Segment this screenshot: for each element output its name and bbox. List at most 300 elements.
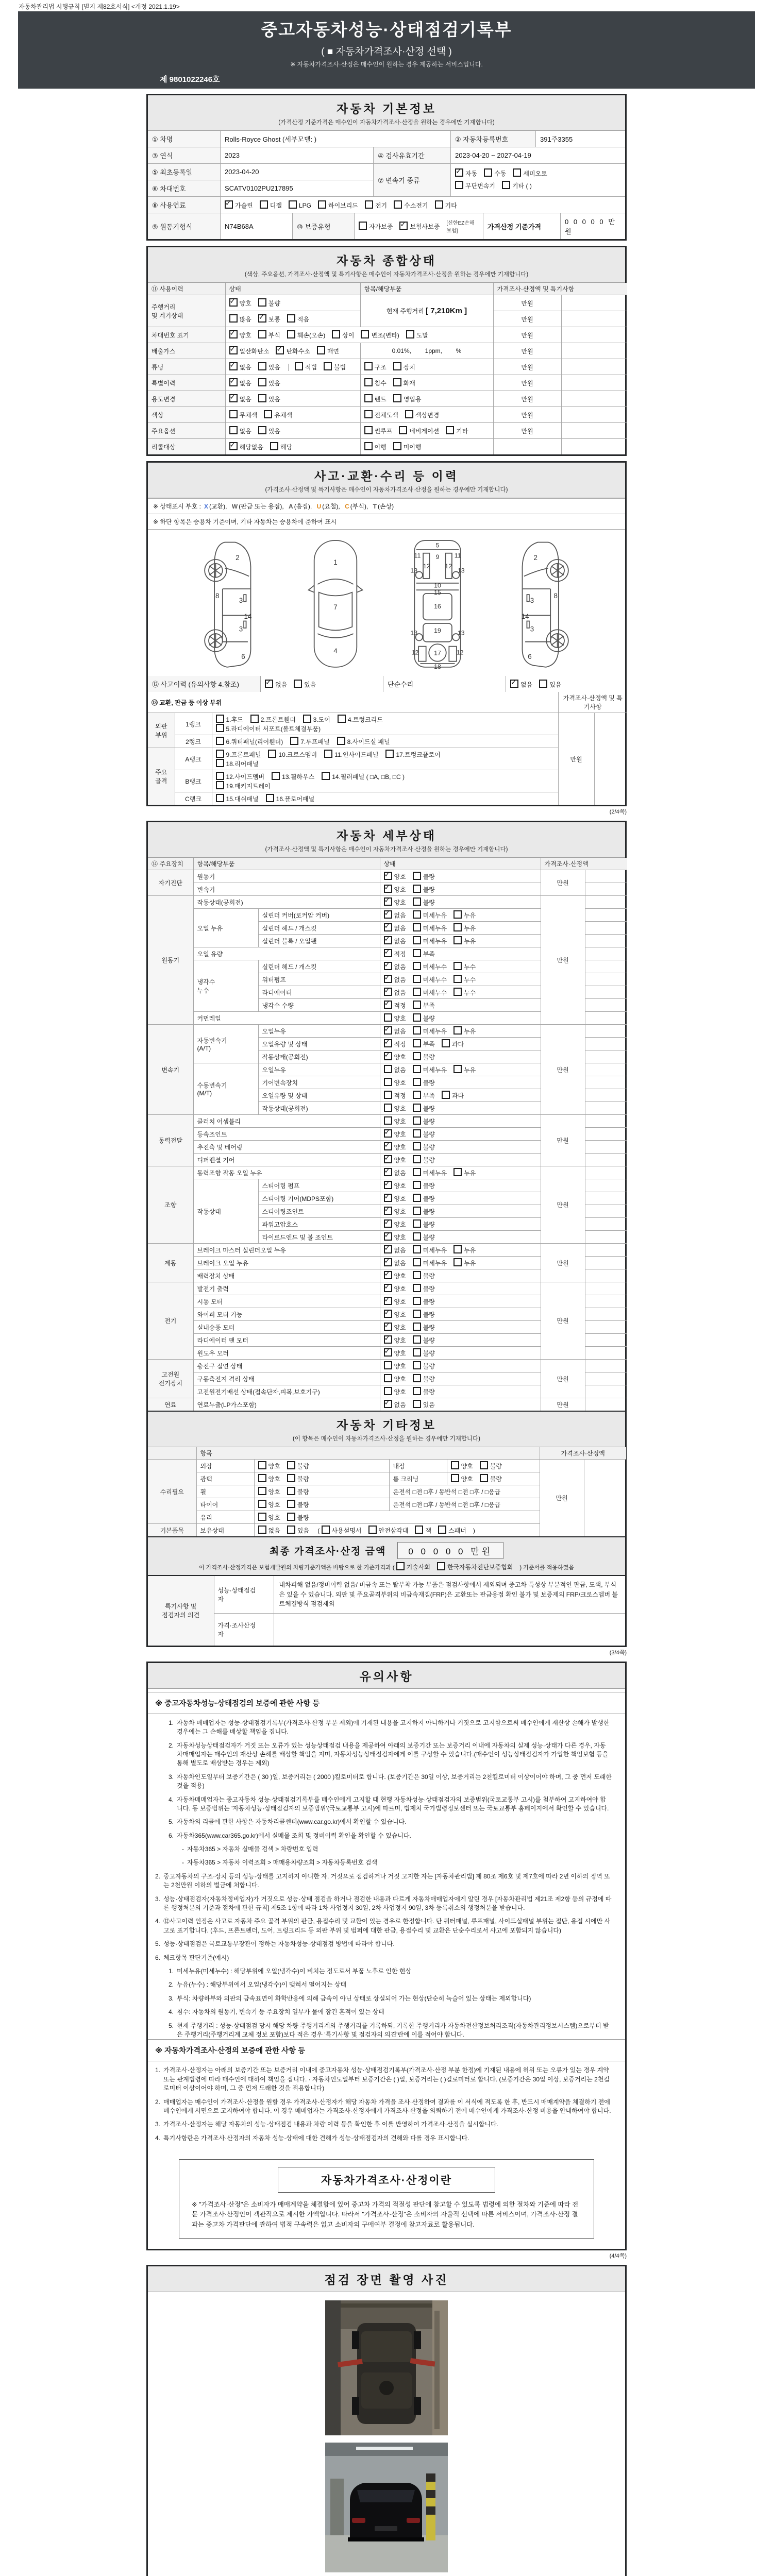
checkbox-icon[interactable] [480,1474,488,1482]
checkbox-icon[interactable] [258,1500,266,1508]
section-overall-note: (색상, 주요옵션, 가격조사·산정액 및 특기사항은 매수인이 자동차가격조사·산정을 원하는 경우에만 기재합니다) [244,272,529,278]
checkbox-icon[interactable] [413,1361,421,1369]
checkbox-icon[interactable] [359,222,367,230]
checkbox-icon[interactable] [258,362,266,370]
checkbox-icon[interactable] [453,962,462,970]
checkbox-icon[interactable] [225,200,233,209]
checkbox-icon[interactable] [258,378,266,386]
checkbox-icon[interactable] [324,362,332,370]
svg-text:4: 4 [333,647,338,655]
notice-item: 3. 가격조사·산정자는 해당 자동차의 성능·상태점검 내용과 차량 이력 등을 확인한 후 이를 반영하여 가격조사·산정을 실시합니다. [155,2121,498,2128]
checkbox-icon[interactable] [453,988,462,996]
checkbox-icon[interactable] [361,330,369,338]
checkbox-icon[interactable] [364,362,373,370]
notice-item: 5. 성능·상태점검은 국토교통부장관이 정하는 자동차성능·상태점검 방법에 따라야 합니다. [155,1940,395,1948]
checkbox-icon[interactable] [437,1562,445,1570]
table-row: 수동변속기 (M/T) 오일누유 없음 미세누유 누유 [148,1063,627,1076]
checkbox-icon[interactable] [229,442,238,450]
checkbox-icon[interactable] [413,1104,421,1112]
checkbox-icon[interactable] [303,715,311,723]
checkbox-icon[interactable] [442,1039,450,1047]
table-row: 라디에이터 팬 모터 ✓ 양호 불량 [148,1334,627,1347]
checkbox-icon[interactable] [413,1001,421,1009]
table-row: 타이어 양호 불량 운전석 □전 □후 / 동반석 □전 □후 / □응급 [148,1498,626,1511]
checkbox-icon[interactable] [413,885,421,893]
section-notice-header [148,1663,625,1689]
svg-text:12: 12 [445,562,452,570]
checkbox-icon[interactable] [413,1297,421,1305]
checkbox-icon[interactable] [384,1258,392,1266]
checkbox-icon[interactable] [384,1245,392,1253]
section-overall-title: 자동차 종합상태 [337,254,436,267]
table-row: 등속조인트 ✓ 양호 불량 [148,1128,627,1141]
section-accident-note: (가격조사·산정액 및 특기사항은 매수인이 자동차가격조사·산정을 원하는 경우에만 기재합니다) [265,487,508,493]
checkbox-icon[interactable] [451,1461,459,1469]
checkbox-icon[interactable] [260,200,268,209]
checkbox-icon[interactable] [413,988,421,996]
checkbox-icon[interactable] [413,1207,421,1215]
checkbox-icon[interactable] [216,715,224,723]
section-detail-note: (가격조사·산정액 및 특기사항은 매수인이 자동차가격조사·산정을 원하는 경우에만 기재합니다) [265,846,508,853]
page-marker-3: (3/4쪽) [609,1649,627,1656]
table-row: 오일 유량 ✓ 적정 부족 [148,947,627,960]
accident-history-row: ⑫ 사고이력 (유의사항 4.참조) ✓ 없음 있음 단순수리 ✓ 없음 있음 [148,676,625,692]
checkbox-icon[interactable] [413,1219,421,1228]
svg-text:10: 10 [434,582,441,589]
checkbox-icon[interactable] [393,378,401,386]
checkbox-icon[interactable] [435,200,443,209]
checkbox-icon[interactable] [406,330,414,338]
table-row: 윈도우 모터 ✓ 양호 불량 [148,1347,627,1360]
table-row: 작동상태(공회전) ✓ 양호 불량 [148,1050,627,1063]
checkbox-icon[interactable] [322,772,330,780]
checkbox-icon[interactable] [413,1348,421,1357]
checkbox-icon[interactable] [229,346,238,354]
checkbox-icon[interactable] [413,1065,421,1073]
section-notice-title: 유의사항 [359,1669,414,1683]
checkbox-icon[interactable] [364,426,373,434]
checkbox-icon[interactable] [393,442,401,450]
checkbox-icon[interactable] [413,923,421,931]
car-damage-diagrams [148,529,625,676]
checkbox-icon[interactable] [332,330,340,338]
svg-text:8: 8 [215,591,220,600]
checkbox-icon[interactable] [502,181,510,189]
checkbox-icon[interactable] [368,1526,377,1534]
checkbox-icon[interactable] [453,1168,462,1176]
checkbox-icon[interactable] [399,426,407,434]
section-accident-header [148,463,625,498]
checkbox-icon[interactable] [413,1168,421,1176]
checkbox-icon[interactable] [453,923,462,931]
checkbox-icon[interactable] [229,330,238,338]
svg-text:8: 8 [553,591,558,600]
checkbox-icon[interactable] [413,1310,421,1318]
section-overall-header [148,247,625,283]
checkbox-icon[interactable] [324,750,332,758]
table-row: 특기사항 및 점검자의 의견 성능·상태점검 자 내차피해 없음/정비이력 없음/ 비금속 또는 탈부착 가능 부품은 점검사항에서 제외되며 중고차 특성상 부분적인 판금, 도색, 부식은 있을 수 있습니다. 외판 및 주요골격부위의 비금속재질(FRP)은 교환또는 판금용접 확인 불가 및 보증제외 FRP/크로스멤버 볼트체결방식 점검제외 [148,1575,625,1613]
notice-item: 4. 특기사항란은 가격조사·산정자의 자동차 성능·상태에 대한 견해가 성능·상태점검자의 견해와 다를 경우 표시합니다. [155,2134,469,2142]
basic-info-table [148,131,625,239]
checkbox-icon[interactable] [413,897,421,906]
table-row: 스티어링조인트 ✓ 양호 불량 [148,1205,627,1218]
checkbox-icon[interactable] [484,168,492,177]
table-row: 시동 모터 ✓ 양호 불량 [148,1295,627,1308]
checkbox-icon[interactable] [413,1387,421,1395]
checkbox-icon[interactable] [258,426,266,434]
checkbox-icon[interactable] [453,1245,462,1253]
checkbox-icon[interactable] [322,1526,330,1534]
checkbox-icon[interactable] [384,1181,392,1189]
checkbox-icon[interactable] [384,1219,392,1228]
section-accident-title: 사고·교환·수리 등 이력 [314,469,459,483]
svg-text:15: 15 [434,589,441,597]
checkbox-icon[interactable] [413,1335,421,1344]
checkbox-icon[interactable] [364,442,373,450]
checkbox-icon[interactable] [229,394,238,402]
checkbox-icon[interactable] [413,1323,421,1331]
table-row: ③ 연식 2023 ④ 검사유효기간 2023-04-20 ~ 2027-04-19 [148,147,625,163]
checkbox-icon[interactable] [364,378,373,386]
table-row: ⑨ 원동기형식 N74B68A ⑩ 보증유형 자가보증 ✓ 보험사보증 [신한EZ손해보험] 가격산정 기준가격 0 0 0 0 0 만원 [148,213,625,239]
report-header-banner [18,11,755,89]
checkbox-icon[interactable] [250,715,259,723]
checkbox-icon[interactable] [287,330,295,338]
checkbox-icon[interactable] [384,1001,392,1009]
svg-text:6: 6 [241,653,245,661]
checkbox-icon[interactable] [216,750,224,758]
checkbox-icon[interactable] [446,426,454,434]
checkbox-icon[interactable] [453,1065,462,1073]
table-row: 주행거리 및 계기상태 ✓양호 불량 현재 주행거리 [ 7,210Km ] 만원 [148,295,627,311]
checkbox-icon[interactable] [337,737,345,745]
checkbox-icon[interactable] [216,781,224,789]
checkbox-icon[interactable] [513,168,521,177]
checkbox-icon[interactable] [258,1526,266,1534]
checkbox-icon[interactable] [287,314,295,323]
section-etc-title: 자동차 기타정보 [337,1418,436,1432]
checkbox-icon[interactable] [287,1474,295,1482]
document-number: 제 9801022246호 [160,75,220,84]
checkbox-icon[interactable] [413,1116,421,1125]
table-row: 실린더 헤드 / 개스킷 ✓ 없음 미세누유 누유 [148,922,627,935]
checkbox-icon[interactable] [216,737,224,745]
checkbox-icon[interactable] [384,885,392,893]
checkbox-icon[interactable] [394,200,402,209]
checkbox-icon[interactable] [364,394,373,402]
checkbox-icon[interactable] [539,680,547,688]
checkbox-icon[interactable] [393,362,401,370]
table-row: 수리필요 외장 양호 불량 내장 양호 불량 만원 [148,1460,626,1472]
checkbox-icon[interactable] [384,936,392,944]
checkbox-icon[interactable] [413,1026,421,1035]
checkbox-icon[interactable] [413,949,421,957]
checkbox-icon[interactable] [510,680,518,688]
checkbox-icon[interactable] [384,1091,392,1099]
notice-item: - 자동차365 > 자동차 실매물 검색 > 차량번호 입력 [182,1845,318,1853]
checkbox-icon[interactable] [415,1526,423,1534]
checkbox-icon[interactable] [216,772,224,780]
svg-text:13: 13 [457,629,465,637]
checkbox-icon[interactable] [413,1078,421,1086]
checkbox-icon[interactable] [258,314,266,323]
checkbox-icon[interactable] [384,949,392,957]
checkbox-icon[interactable] [413,962,421,970]
checkbox-icon[interactable] [384,962,392,970]
checkbox-icon[interactable] [258,330,266,338]
table-row: 기본품목 보유상태 없음 있음 ( 사용설명서 안전삼각대 잭 스패너 ) [148,1524,626,1537]
section-basic-note: (가격산정 기준가격은 매수인이 자동차가격조사·산정을 원하는 경우에만 기재합니다) [278,120,495,126]
checkbox-icon[interactable] [413,936,421,944]
checkbox-icon[interactable] [258,1474,266,1482]
svg-text:3: 3 [530,596,534,604]
table-row: 외판 부위 1랭크 1.후드 2.프론트휀더 3.도어 4.트렁크리드 5.라디에이터 서포트(볼트체결부품) 만원 [148,713,627,735]
checkbox-icon[interactable] [438,1526,446,1534]
checkbox-icon[interactable] [384,1323,392,1331]
checkbox-icon[interactable] [216,724,224,732]
checkbox-icon[interactable] [393,394,401,402]
checkbox-icon[interactable] [287,1513,295,1521]
checkbox-icon[interactable] [216,759,224,767]
checkbox-icon[interactable] [413,1039,421,1047]
checkbox-icon[interactable] [413,1091,421,1099]
checkbox-icon[interactable] [384,1039,392,1047]
checkbox-icon[interactable] [384,1284,392,1292]
table-row: 타이로드엔드 및 볼 조인트 ✓ 양호 불량 [148,1231,627,1244]
checkbox-icon[interactable] [384,910,392,919]
table-row: ⑬ 교환, 판금 등 이상 부위 가격조사·산정액 및 특기사항 [148,692,627,713]
checkbox-icon[interactable] [453,910,462,919]
checkbox-icon[interactable] [289,200,297,209]
checkbox-icon[interactable] [317,346,325,354]
table-row: 항목 가격조사·산정액 [148,1447,626,1460]
checkbox-icon[interactable] [384,988,392,996]
table-row: B랭크 12.사이드멤버 13.휠하우스 14.필러패널 ( □A, □B, □C ) 19.패키지트레이 [148,770,627,792]
svg-text:3: 3 [239,596,243,604]
svg-text:13: 13 [457,567,465,574]
table-row: 튜닝 ✓ 없음 있음 적법 불법 구조 장치 만원 [148,359,627,375]
car-diagram-underbody-icon [393,535,482,673]
checkbox-icon[interactable] [405,410,413,418]
table-row: 라디에이터 ✓ 없음 미세누수 누수 [148,986,627,999]
checkbox-icon[interactable] [384,1271,392,1279]
section-photos-header [148,2266,625,2292]
checkbox-icon[interactable] [229,314,238,323]
checkbox-icon[interactable] [384,1168,392,1176]
page-marker-2: (2/4쪽) [609,809,627,815]
notice-item: 1. 가격조사·산정자는 아래의 보증기간 또는 보증거리 이내에 중고자동차 성능·상태점검기록부(가격조사·산정 부분 한정)에 기재된 내용에 허위 또는 오류가 있는 경우 계약 또는 관계법령에 따라 매수인에 대하여 책임을 집니다. · 자동차인도일부터 보증기간은 ( )일, 보증거리는 ( )킬로미터로 합니다. (보증기간은 30일 이상, 보증거리는 2천킬로미터 이상이어야 하며, 그 중 먼저 도래한 것을 적용합니다) [155,2066,610,2092]
checkbox-icon[interactable] [384,1400,392,1408]
checkbox-icon[interactable] [384,1104,392,1112]
checkbox-icon[interactable] [384,1374,392,1382]
report-subtitle: ( ■ 자동차가격조사·산정 선택 ) [321,46,452,57]
notice-item: 5. 자동차의 리콜에 관한 사항은 자동차리콜센터(www.car.go.kr)에서 확인할 수 있습니다. [169,1818,407,1826]
checkbox-icon[interactable] [384,975,392,983]
svg-text:19: 19 [434,626,441,634]
checkbox-icon[interactable] [384,1310,392,1318]
table-row: 변속기 ✓ 양호 불량 [148,883,627,896]
checkbox-icon[interactable] [265,680,273,688]
checkbox-icon[interactable] [268,750,276,758]
checkbox-icon[interactable] [384,1142,392,1150]
checkbox-icon[interactable] [413,1258,421,1266]
checkbox-icon[interactable] [272,772,280,780]
table-row: 디퍼렌셜 기어 ✓ 양호 불량 [148,1154,627,1166]
checkbox-icon[interactable] [384,1078,392,1086]
table-row: 커먼레일 양호 불량 [148,1012,627,1025]
checkbox-icon[interactable] [270,442,278,450]
svg-text:7: 7 [333,603,338,612]
checkbox-icon[interactable] [413,1013,421,1022]
checkbox-icon[interactable] [453,1258,462,1266]
checkbox-icon[interactable] [413,1155,421,1163]
svg-text:14: 14 [521,613,529,621]
checkbox-icon[interactable] [384,897,392,906]
table-row: 오일 누유 실린더 커버(로커암 커버) ✓ 없음 미세누유 누유 [148,909,627,922]
section-photos-title: 점검 장면 촬영 사진 [324,2273,449,2287]
checkbox-icon[interactable] [287,1526,295,1534]
checkbox-icon[interactable] [229,362,238,370]
checkbox-icon[interactable] [480,1461,488,1469]
checkbox-icon[interactable] [384,1335,392,1344]
table-row: 고전원 전기장치 충전구 절연 상태 양호 불량 만원 [148,1360,627,1372]
checkbox-icon[interactable] [365,200,373,209]
svg-text:12: 12 [456,649,464,656]
notice-item: 4. 자동차매매업자는 중고자동차 성능·상태점검기록부를 매수인에게 고지할 때 현행 자동차성능·상태점검자의 보증범위(국토교통부 고시)를 첨부하여 고지하여야 합니다. 동 보증범위는 '자동차성능·상태점검자의 보증범위'(국토교통부 고시)에 따르며, 법제처 국가법령정보센터 또는 국토교통부 홈페이지에서 확인할 수 있습니다. [169,1795,609,1812]
table-row: 실린더 블록 / 오일팬 ✓ 없음 미세누유 누유 [148,935,627,947]
table-row: 기어변속장치 양호 불량 [148,1076,627,1089]
checkbox-icon[interactable] [384,1155,392,1163]
checkbox-icon[interactable] [276,346,284,354]
checkbox-icon[interactable] [455,168,463,177]
checkbox-icon[interactable] [455,181,463,189]
svg-text:11: 11 [414,552,421,560]
checkbox-icon[interactable] [287,1500,295,1508]
checkbox-icon[interactable] [229,378,238,386]
checkbox-icon[interactable] [287,1487,295,1495]
svg-text:13: 13 [410,567,418,574]
checkbox-icon[interactable] [396,1562,405,1570]
table-row: 냉각수 누수 실린더 헤드 / 개스킷 ✓ 없음 미세누수 누수 [148,960,627,973]
checkbox-icon[interactable] [413,1181,421,1189]
checkbox-icon[interactable] [384,923,392,931]
checkbox-icon[interactable] [385,750,394,758]
car-diagram-top-icon [291,535,380,673]
checkbox-icon[interactable] [384,1116,392,1125]
checkbox-icon[interactable] [258,298,266,307]
price-survey-info-text: ※ "가격조사·산정"은 소비자가 매매계약을 체결함에 있어 중고차 가격의 적절성 판단에 참고할 수 있도록 법령에 의한 절차와 기준에 따라 전문 가격조사·산정인이 객관적으로 제시한 가액입니다. 따라서 "가격조사·산정"은 소비자의 자율적 선택에 따른 서비스이며, 가격조사·산정 결과는 중고차 가격판단에 관하여 법적 구속력은 없고 소비자의 구매여부 결정에 참고자료로 활용됩니다. [192,2201,579,2228]
table-row: 자기진단 원동기 ✓ 양호 불량 만원 [148,870,627,883]
table-row: 동력전달 클러치 어셈블리 양호 불량 만원 [148,1115,627,1128]
checkbox-icon[interactable] [384,1207,392,1215]
table-row: 워터펌프 ✓ 없음 미세누수 누수 [148,973,627,986]
checkbox-icon[interactable] [384,1232,392,1241]
checkbox-icon[interactable] [413,1142,421,1150]
checkbox-icon[interactable] [384,1026,392,1035]
checkbox-icon[interactable] [453,1026,462,1035]
notice-item: 3. 성능·상태점검자(자동차정비업자)가 거짓으로 성능·상태 점검을 하거나 점검한 내용과 다르게 자동차매매업자에게 알린 경우 [자동차관리법 제21조 제2항 등의 규정에 따른 행정처분의 기준과 절차에 관한 규칙] 제5조 1항에 따라 1차 사업정지 30일, 2차 사업정지 90일, 3차 등록취소의 행정처분을 받습니다. [155,1895,612,1912]
final-price-value: 0 0 0 0 0 만원 [397,1542,503,1559]
checkbox-icon[interactable] [453,936,462,944]
table-row: 작동상태(공회전) 양호 불량 [148,1102,627,1115]
checkbox-icon[interactable] [384,872,392,880]
checkbox-icon[interactable] [287,1461,295,1469]
checkbox-icon[interactable] [364,410,373,418]
checkbox-icon[interactable] [384,1297,392,1305]
checkbox-icon[interactable] [413,1271,421,1279]
checkbox-icon[interactable] [384,1013,392,1022]
checkbox-icon[interactable] [258,394,266,402]
checkbox-icon[interactable] [384,1052,392,1060]
car-diagram-side-left-icon [189,535,278,673]
checkbox-icon[interactable] [294,680,302,688]
checkbox-icon[interactable] [258,1513,266,1521]
checkbox-icon[interactable] [413,1232,421,1241]
checkbox-icon[interactable] [384,1348,392,1357]
checkbox-icon[interactable] [384,1387,392,1395]
svg-text:14: 14 [244,613,252,621]
checkbox-icon[interactable] [413,910,421,919]
checkbox-icon[interactable] [258,1487,266,1495]
checkbox-icon[interactable] [413,1194,421,1202]
notice-item: 3. 자동차인도일부터 보증기간은 ( 30 )일, 보증거리는 ( 2000 )킬로미터로 합니다. (보증기간은 30일 이상, 보증거리는 2천킬로미터 이상이어야 하며, 그 중 먼저 도래한 것을 적용) [169,1773,612,1790]
checkbox-icon[interactable] [413,1374,421,1382]
price-survey-info-title: 자동차가격조사·산정이란 [278,2167,495,2193]
checkbox-icon[interactable] [413,1400,421,1408]
checkbox-icon[interactable] [399,222,408,230]
table-row: 브레이크 오일 누유 ✓ 없음 미세누유 누유 [148,1257,627,1269]
table-row: 유리 양호 불량 [148,1511,626,1524]
notice-item: 6. 자동차365(www.car365.go.kr)에서 실매물 조회 및 정비이력 확인을 확인할 수 있습니다. [169,1832,411,1839]
table-row: 스티어링 기어(MDPS포함) ✓ 양호 불량 [148,1192,627,1205]
checkbox-icon[interactable] [384,1065,392,1073]
checkbox-icon[interactable] [229,298,238,307]
checkbox-icon[interactable] [258,1461,266,1469]
checkbox-icon[interactable] [229,426,238,434]
notice-item: 4. ⑫사고이력 인정은 사고로 자동차 주요 골격 부위의 판금, 용접수리 및 교환이 있는 경우로 한정합니다. 단 쿼터패널, 루프패널, 사이드실패널 부위는 절단, 용접 시에만 사고로 표기합니다. (후드, 프론트펜더, 도어, 트렁크리드 등 외판 부위 및 범퍼에 대한 판금, 용접수리 및 교환은 단순수리로서 사고에 포함되지 않습니다) [155,1918,611,1934]
checkbox-icon[interactable] [413,1129,421,1138]
checkbox-icon[interactable] [384,1129,392,1138]
section-basic-info [146,94,627,241]
checkbox-icon[interactable] [451,1474,459,1482]
checkbox-icon[interactable] [384,1194,392,1202]
table-row: 오일유량 및 상태 ✓ 적정 부족 과다 [148,1038,627,1050]
checkbox-icon[interactable] [413,1052,421,1060]
checkbox-icon[interactable] [453,975,462,983]
table-row: 작동상태 스티어링 펌프 ✓ 양호 불량 [148,1179,627,1192]
checkbox-icon[interactable] [413,872,421,880]
checkbox-icon[interactable] [290,737,298,745]
checkbox-icon[interactable] [413,975,421,983]
checkbox-icon[interactable] [338,715,346,723]
checkbox-icon[interactable] [266,794,274,802]
checkbox-icon[interactable] [229,410,238,418]
checkbox-icon[interactable] [413,1245,421,1253]
table-row: C랭크 15.대쉬패널 16.플로어패널 [148,792,627,805]
checkbox-icon[interactable] [384,1361,392,1369]
checkbox-icon[interactable] [295,362,303,370]
checkbox-icon[interactable] [442,1091,450,1099]
checkbox-icon[interactable] [264,410,272,418]
checkbox-icon[interactable] [318,200,326,209]
table-row: 냉각수 수량 ✓ 적정 부족 [148,999,627,1012]
checkbox-icon[interactable] [413,1284,421,1292]
checkbox-icon[interactable] [216,794,224,802]
notice-item: 3. 부식: 차량하부와 외판의 금속표면이 화학반응에 의해 금속이 아닌 상태로 상실되어 가는 현상(단순히 녹슬어 있는 상태는 제외합니다) [169,1994,531,2002]
final-price-label: 최종 가격조사·산정 금액 [269,1546,386,1557]
table-row: 많음 ✓ 보통 적음 만원 [148,311,627,327]
damage-code-legend: ※ 상태표시 부호 : X (교환), W (판금 또는 용접), A (흠집), U (요철), C (부식), T (손상) [148,498,625,514]
